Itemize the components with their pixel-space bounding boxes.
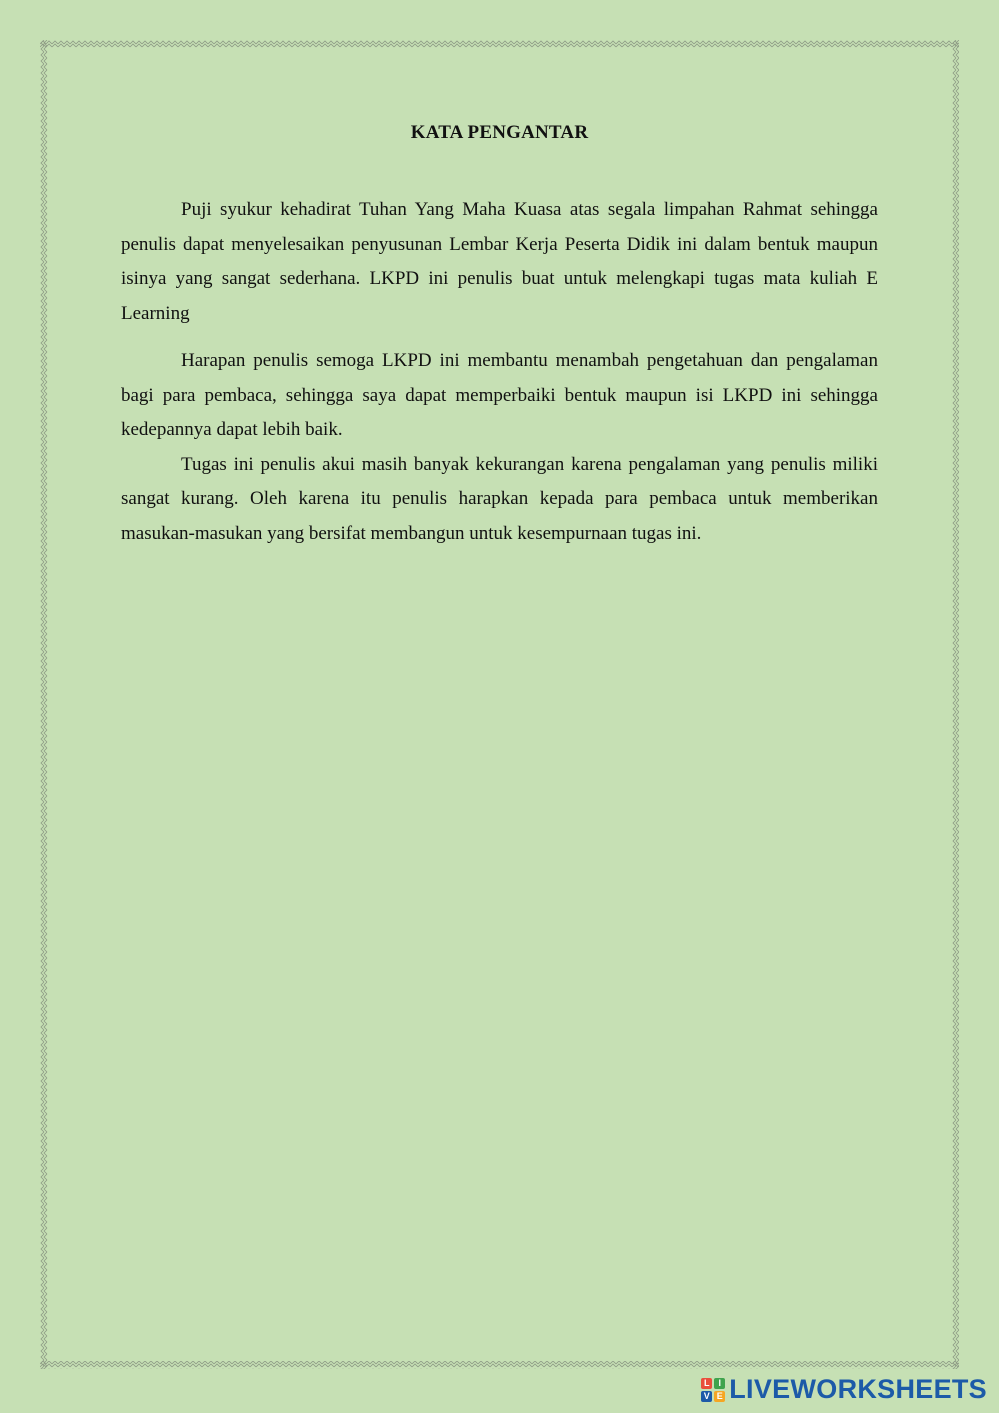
logo-letter-v: V [701, 1391, 712, 1402]
liveworksheets-logo-icon [701, 1378, 725, 1402]
liveworksheets-brand-text: LIVEWORKSHEETS [729, 1374, 987, 1404]
liveworksheets-watermark [701, 1374, 987, 1405]
logo-letter-i: I [714, 1378, 725, 1389]
paragraph-2: Harapan penulis semoga LKPD ini membantu menambah pengetahuan dan pengalaman bagi para pembaca, sehingga saya dapat memperbaiki bentuk maupun isi LKPD ini sehingga kedepannya dapat lebih baik. [121, 350, 878, 440]
document-body [121, 193, 878, 551]
border-right [951, 40, 959, 1369]
border-top [40, 40, 959, 48]
logo-letter-l: L [701, 1378, 712, 1389]
logo-letter-e: E [714, 1391, 725, 1402]
paragraph-1: Puji syukur kehadirat Tuhan Yang Maha Kuasa atas segala limpahan Rahmat sehingga penulis dapat menyelesaikan penyusunan Lembar Kerja Peserta Didik ini dalam bentuk maupun isinya yang sangat sederhana. LKPD ini penulis buat untuk melengkapi tugas mata kuliah E Learning [121, 199, 878, 324]
border-left [40, 40, 48, 1369]
border-bottom [40, 1361, 959, 1369]
paragraph-3: Tugas ini penulis akui masih banyak kekurangan karena pengalaman yang penulis miliki sangat kurang. Oleh karena itu penulis harapkan kepada para pembaca untuk memberikan masukan-masukan yang bersifat membangun untuk kesempurnaan tugas ini. [121, 453, 878, 544]
page-title: KATA PENGANTAR [410, 122, 589, 143]
